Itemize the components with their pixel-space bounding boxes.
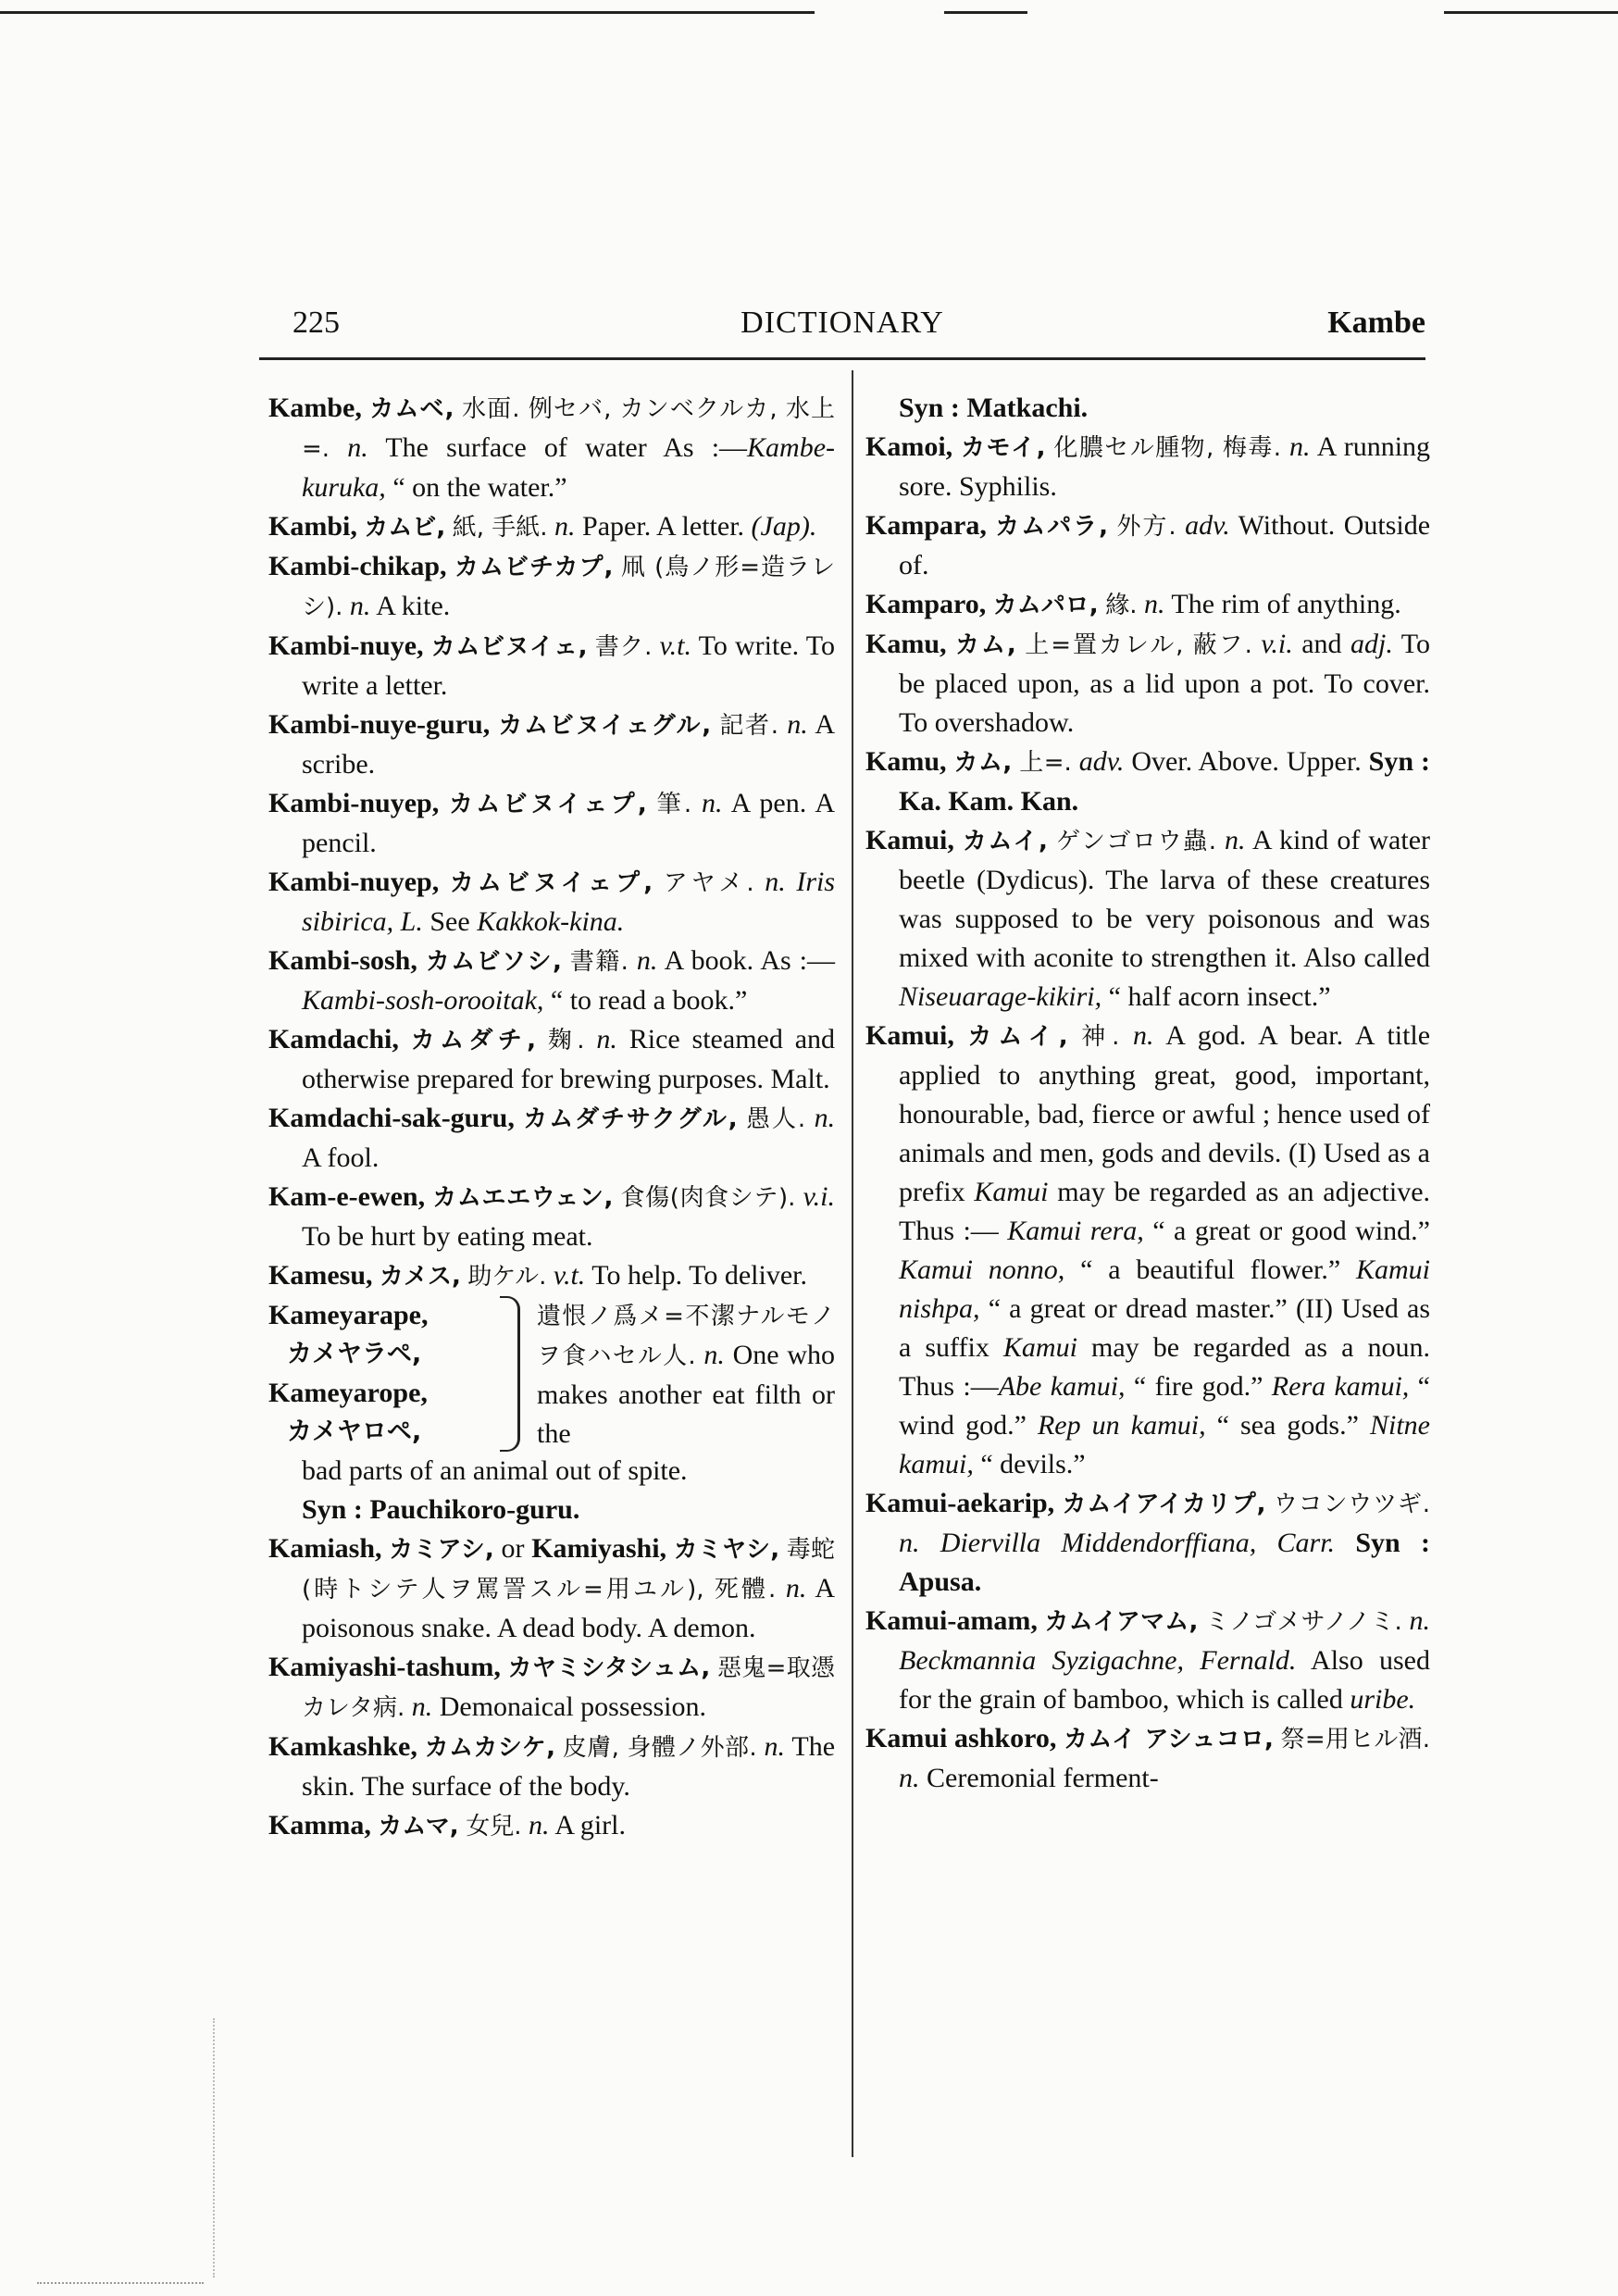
entry-kamoi [865,428,1430,506]
headword: Kamui, [865,1020,954,1051]
entry-kameyarape-tail [268,1452,835,1491]
synonym-label: Syn : [302,1494,363,1525]
japanese-gloss: 祭=用ヒル酒. [1280,1726,1430,1753]
synonym-label: Syn : [1355,1528,1431,1558]
headword-kana: カムエエウェン, [432,1184,614,1212]
part-of-speech: n. [765,867,786,897]
japanese-gloss: 皮膚, 身體ノ外部. [562,1734,757,1762]
headword: Kamu, [865,746,947,777]
scientific-name: Diervilla Middendorffiana, Carr. [940,1528,1336,1558]
definition: The surface of water As :— [385,432,748,463]
entry-kamkashke [268,1728,835,1806]
entry-kambi-chikap [268,547,835,627]
headword-kana: カメス, [380,1263,461,1291]
part-of-speech: v.i. [1261,629,1293,659]
definition: Rice steamed and otherwise prepared for brewing purposes. Malt. [302,1024,836,1094]
headword-kana: カム, [954,631,1016,659]
definition-continued: may be regarded as a noun. Thus :— [899,1332,1431,1402]
part-of-speech: n. [1132,1020,1154,1051]
page-number: 225 [292,306,340,340]
definition: Demonaical possession. [439,1691,707,1722]
headword: Kambi-nuyep, [268,788,440,818]
headword-kana: カム, [953,749,1013,777]
example-translation: “ a beautiful flower.” [1080,1254,1341,1285]
example: Nitne kamui, [899,1410,1430,1479]
entry-kamui-beetle [865,821,1430,1017]
headword-kana: カムベ, [369,395,454,423]
definition: A kind of water beetle (Dydicus). The larva of these creatures was supposed to be very poisonous and was mixed with aconite to strengthen it. Also called [899,825,1430,973]
headword-kana: カムマ, [378,1813,459,1841]
headword-kana: カムイアイカリプ, [1062,1491,1266,1518]
example: Abe kamui, [998,1371,1126,1402]
japanese-gloss: ゲンゴロウ蟲. [1055,828,1216,855]
headword-variant: Kameyarope, [268,1378,428,1408]
part-of-speech: n. [787,709,808,740]
scan-margin-marks [213,2018,228,2277]
entry-kamui-ashkoro [865,1719,1430,1798]
headword: Kamiash, [268,1533,382,1564]
entry-kamui-god [865,1017,1430,1484]
entry-kameyarape-kameyarope [268,1296,835,1452]
japanese-gloss: 毒蛇(時トシテ人ヲ罵詈スル=用ユル), 死體. [302,1536,835,1603]
part-of-speech: n. [814,1103,836,1133]
headword-variant-kana: カミヤシ, [673,1536,780,1564]
entry-kamdachi [268,1020,835,1099]
definition: Ceremonial ferment- [927,1763,1159,1793]
headword-kana: カムビチカプ, [454,554,614,581]
japanese-gloss: 外方. [1116,513,1176,541]
cited-word: Kamui [974,1177,1049,1207]
headword-kana: カムイアマム, [1044,1608,1199,1636]
definition: A pen. A pencil. [302,788,835,858]
headword: Kam-e-ewen, [268,1181,426,1212]
entry-kamesu [268,1256,835,1296]
japanese-gloss: 助ケル. [467,1263,547,1291]
headword-kana: カムパラ, [995,513,1108,541]
headword: Kambi-nuye-guru, [268,709,491,740]
example: Niseuarage-kikiri, [899,981,1102,1012]
example-translation: “ fire god.” [1133,1371,1263,1402]
headword-kana: カムビヌイェグル, [498,712,712,740]
part-of-speech: n. [899,1528,920,1558]
headword-kana: カムイ アシュコロ, [1064,1726,1274,1753]
definition: The skin. The surface of the body. [302,1731,836,1802]
part-of-speech: n. [636,945,658,976]
japanese-gloss: 書ク. [594,633,653,661]
part-of-speech: n. [596,1024,617,1054]
japanese-gloss: 凧 (鳥ノ形=造ラレシ). [302,554,836,621]
japanese-gloss: 紙, 手紙. [452,514,548,542]
headword-kana: カムビヌイェプ, [449,869,653,897]
entry-kamiyashi-tashum [268,1648,835,1728]
headword-kana: カムダチサクグル, [523,1105,738,1133]
entry-kamui-amam [865,1602,1430,1719]
synonym-label: Syn : [1368,746,1430,777]
entry-kambi-sosh [268,942,835,1020]
japanese-gloss: 記者. [719,712,779,740]
part-of-speech: n. [899,1763,920,1793]
cross-reference: Kakkok-kina. [477,906,625,937]
japanese-gloss: 化膿セル腫物, 梅毒. [1053,434,1282,462]
headword: Kamesu, [268,1260,373,1291]
headword: Kamparo, [865,589,987,619]
headword: Kamma, [268,1810,371,1841]
guide-word: Kambe [1327,306,1425,340]
usage-note: (Jap). [751,511,817,542]
japanese-gloss: 愚人. [746,1105,806,1133]
part-of-speech: n. [347,432,368,463]
entry-kambi-nuyep-iris [268,863,835,942]
scan-top-rule [0,11,815,14]
example: Kamui rera, [1007,1216,1144,1246]
part-of-speech: n. [554,511,576,542]
definition: A god. A bear. A title applied to anything great, good, important, honourable, bad, fierce or awful ; hence used of animals and men, gods and devils. (I) Used as a prefix [899,1020,1431,1207]
entry-kamdachi-sak-guru [268,1099,835,1178]
entry-kamparo [865,585,1430,625]
synonym-line [268,1491,835,1529]
example: Rep un kamui, [1037,1410,1206,1441]
cited-word: Kamui [1002,1332,1077,1363]
part-of-speech: n. [1225,825,1246,855]
definition: Over. Above. Upper. [1131,746,1362,777]
part-of-speech: n. [1288,431,1311,462]
headword-kana: カメヤラペ, [287,1340,422,1368]
entry-kambi [268,507,835,547]
grouping-brace [500,1296,520,1452]
definition: Paper. A letter. [582,511,745,542]
japanese-gloss: 筆. [656,791,692,818]
definition: A girl. [554,1810,626,1841]
headword-kana: カヤミシタシュム, [507,1654,711,1682]
headword-kana: カムイ, [962,828,1048,855]
scan-top-rule-right [944,11,1027,14]
left-column [268,389,835,1846]
japanese-gloss: 上=置カレル, 蔽フ. [1025,631,1252,659]
example-translation: “ sea gods.” [1216,1410,1359,1441]
part-of-speech: n. [1143,589,1165,619]
part-of-speech: n. [1409,1605,1431,1636]
page-header [259,306,1425,361]
definition-continued: may be regarded as an adjective. Thus :— [899,1177,1431,1246]
headword: Kampara, [865,510,987,541]
entry-kambe [268,389,835,507]
synonym: Pauchikoro-guru. [369,1494,580,1525]
headword: Kambe, [268,393,362,423]
entry-kamui-aekarip [865,1484,1430,1602]
japanese-gloss: ウコンウツギ. [1273,1491,1431,1518]
entry-kamu-adverb [865,742,1430,821]
synonym-line-continued [865,389,1430,428]
scan-top-rule-far [1444,11,1618,14]
definition: To help. To deliver. [591,1260,807,1291]
definition: A book. As :— [664,945,836,976]
example: Kambe-kuruka, [302,432,836,503]
headword: Kambi-sosh, [268,945,417,976]
japanese-gloss: 書籍. [569,948,629,976]
synonym: Matkachi. [966,393,1089,423]
entry-kambi-nuye-guru [268,705,835,784]
entry-kambi-nuye [268,627,835,705]
or-label: or [501,1533,525,1564]
headword: Kamui ashkoro, [865,1723,1057,1753]
example-translation: “ a great or dread master.” (II) Used as a suffix [899,1293,1430,1363]
part-of-speech: v.t. [553,1260,586,1291]
headword-kana: カムビ, [364,514,446,542]
part-of-speech: n. [528,1810,550,1841]
example: Kamui nonno, [899,1254,1065,1285]
japanese-gloss: 麹. [547,1027,585,1054]
header-rule [259,357,1425,360]
example: Kambi-sosh-orooitak, [302,985,544,1016]
entry-kamiash [268,1529,835,1648]
definition-block [537,1296,835,1454]
part-of-speech: n. [411,1691,433,1722]
japanese-gloss: 惡鬼=取憑カレタ病. [302,1654,836,1722]
part-of-speech: n. [349,591,371,621]
japanese-gloss: 遺恨ノ爲メ=不潔ナルモノヲ食ハセル人. [537,1303,835,1370]
part-of-speech: n. [785,1573,807,1603]
japanese-gloss: 上=. [1019,749,1072,777]
headword-kana: カムイ, [967,1023,1068,1051]
headword: Kamiyashi-tashum, [268,1652,501,1682]
headword-kana: カミアシ, [389,1536,494,1564]
right-column [865,389,1430,1798]
japanese-gloss: ミノゴメサノノミ. [1205,1608,1402,1636]
example-translation: “ wind god.” [899,1371,1430,1441]
definition: Without. Outside of. [899,510,1431,580]
example-translation: “ to read a book.” [550,985,748,1016]
headword-variant: Kamiyashi, [531,1533,667,1564]
running-title: DICTIONARY [741,306,944,340]
headword-kana: カムパロ, [992,592,1099,619]
definition: The rim of anything. [1171,589,1401,619]
part-of-speech: n. [701,788,723,818]
definition: A scribe. [302,709,835,780]
entry-kampara [865,506,1430,585]
definition: One who makes another eat filth or the [537,1340,836,1449]
part-of-speech: n. [703,1340,725,1370]
example: Rera kamui, [1271,1371,1410,1402]
headword: Kamu, [865,629,947,659]
scan-bottom-rule [37,2282,204,2286]
definition: A fool. [302,1142,380,1173]
japanese-gloss: 緣. [1105,592,1138,619]
headword-kana: カムビソシ, [425,948,562,976]
synonym: Apusa. [899,1566,982,1597]
headword: Kamdachi, [268,1024,399,1054]
definition: A poisonous snake. A dead body. A demon. [302,1573,836,1643]
headword: Kameyarape, [268,1300,429,1330]
definition: A running sore. Syphilis. [899,431,1431,502]
headword-variant-kana: カメヤロペ, [287,1417,422,1446]
headword: Kamui, [865,825,954,855]
part-of-speech: adv. [1078,746,1125,777]
example-translation: “ on the water.” [392,472,567,503]
synonym: Ka. Kam. Kan. [899,786,1079,817]
headword: Kambi-chikap, [268,551,447,581]
entry-kamma [268,1806,835,1846]
headword-kana: カモイ, [961,434,1046,462]
definition: To write. To write a letter. [302,630,836,701]
scientific-name: Iris sibirica, L. [302,867,836,937]
headword-kana: カムカシケ, [424,1734,555,1762]
definition: A kite. [376,591,451,621]
column-divider [852,370,853,2157]
part-of-speech: v.t. [659,630,691,661]
headword: Kamdachi-sak-guru, [268,1103,515,1133]
part-of-speech: n. [764,1731,786,1762]
entry-kambi-nuyep-pen [268,784,835,863]
synonym-label: Syn : [899,393,960,423]
scientific-name: Beckmannia Syzigachne, Fernald. [899,1645,1297,1676]
japanese-gloss: 食傷(肉食シテ). [620,1184,796,1212]
example-translation: “ devils.” [980,1449,1086,1479]
example: Kamui nishpa, [899,1254,1431,1324]
entry-kamu-verb [865,625,1430,742]
headword: Kamui-amam, [865,1605,1038,1636]
japanese-gloss: 水面. 例セバ, カンベクルカ, 水上=. [302,395,836,463]
part-of-speech: v.i. [803,1181,836,1212]
japanese-gloss: 神. [1081,1023,1120,1051]
entry-kam-e-ewen [268,1178,835,1256]
japanese-gloss: アヤメ. [663,869,754,897]
see-label: See [429,906,470,937]
part-of-speech: adv. [1185,510,1230,541]
headword: Kamui-aekarip, [865,1488,1055,1518]
headword: Kamoi, [865,431,953,462]
headword: Kambi-nuyep, [268,867,440,897]
cross-reference: uribe. [1350,1684,1416,1715]
headword-kana: カムビヌイェ, [430,633,588,661]
definition: To be hurt by eating meat. [302,1221,593,1252]
headword-kana: カムダチ, [410,1027,537,1054]
and-label: and [1301,629,1342,659]
definition-continued: bad parts of an animal out of spite. [302,1455,688,1486]
part-of-speech: adj. [1350,629,1393,659]
headword: Kambi, [268,511,357,542]
headword: Kamkashke, [268,1731,417,1762]
example-translation: “ half acorn insect.” [1108,981,1331,1012]
definition: To be placed upon, as a lid upon a pot. To cover. To overshadow. [899,629,1431,738]
headword: Kambi-nuye, [268,630,424,661]
headword-kana: カムビヌイェプ, [449,791,647,818]
definition: Also used for the grain of bamboo, which is called [899,1645,1430,1715]
example-translation: “ a great or good wind.” [1152,1216,1431,1246]
japanese-gloss: 女兒. [466,1813,522,1841]
